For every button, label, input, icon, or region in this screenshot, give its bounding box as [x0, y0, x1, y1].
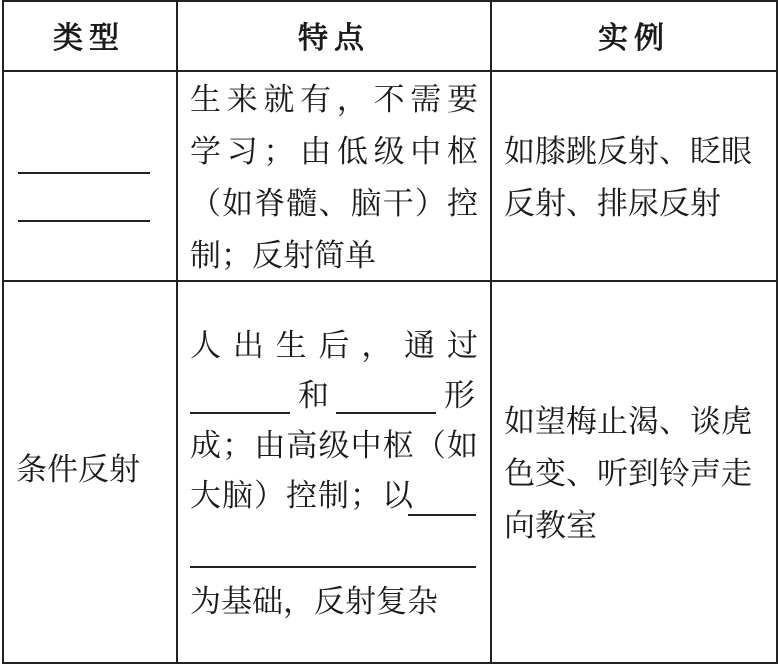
table-border-right — [776, 0, 778, 664]
column-divider-2 — [490, 0, 492, 664]
row2-type-label: 条件反射 — [16, 452, 140, 488]
row2-feature-line6: 为基础，反射复杂 — [190, 584, 438, 620]
row2-feature-line2-mid: 和 — [298, 378, 329, 414]
row1-example-line1: 如膝跳反射、眨眼 — [504, 134, 752, 170]
row2-example-line1: 如望梅止渴、谈虎 — [504, 404, 752, 440]
row1-feature-line3: （如脊髓、脑干）控 — [190, 186, 478, 222]
row2-example-line2: 色变、听到铃声走 — [504, 456, 752, 492]
fill-blank-feature-2 — [336, 412, 436, 414]
row-divider — [2, 280, 778, 282]
row2-feature-line2-end: 形 — [444, 378, 475, 414]
header-features: 特点 — [298, 21, 370, 56]
table-border-left — [2, 0, 4, 664]
row1-feature-line1: 生来就有，不需要 — [190, 82, 478, 118]
header-divider — [2, 70, 778, 72]
header-type: 类型 — [53, 21, 125, 56]
fill-blank-feature-1 — [190, 412, 290, 414]
row2-feature-line1: 人出生后，通过 — [190, 328, 478, 364]
row2-feature-line4: 大脑）控制；以 — [190, 478, 414, 514]
table-border-bottom — [2, 662, 778, 664]
fill-blank-feature-4 — [190, 566, 476, 568]
row1-feature-line4: 制；反射简单 — [190, 238, 376, 274]
column-divider-1 — [176, 0, 178, 664]
fill-blank-feature-3 — [408, 514, 476, 516]
fill-blank-type-2 — [18, 220, 150, 222]
row1-feature-line2: 学习；由低级中枢 — [190, 134, 478, 170]
fill-blank-type-1 — [18, 172, 150, 174]
row2-example-line3: 向教室 — [504, 508, 597, 544]
row1-example-line2: 反射、排尿反射 — [504, 186, 721, 222]
row2-feature-line3: 成；由高级中枢（如 — [190, 428, 478, 464]
header-examples: 实例 — [598, 21, 670, 56]
